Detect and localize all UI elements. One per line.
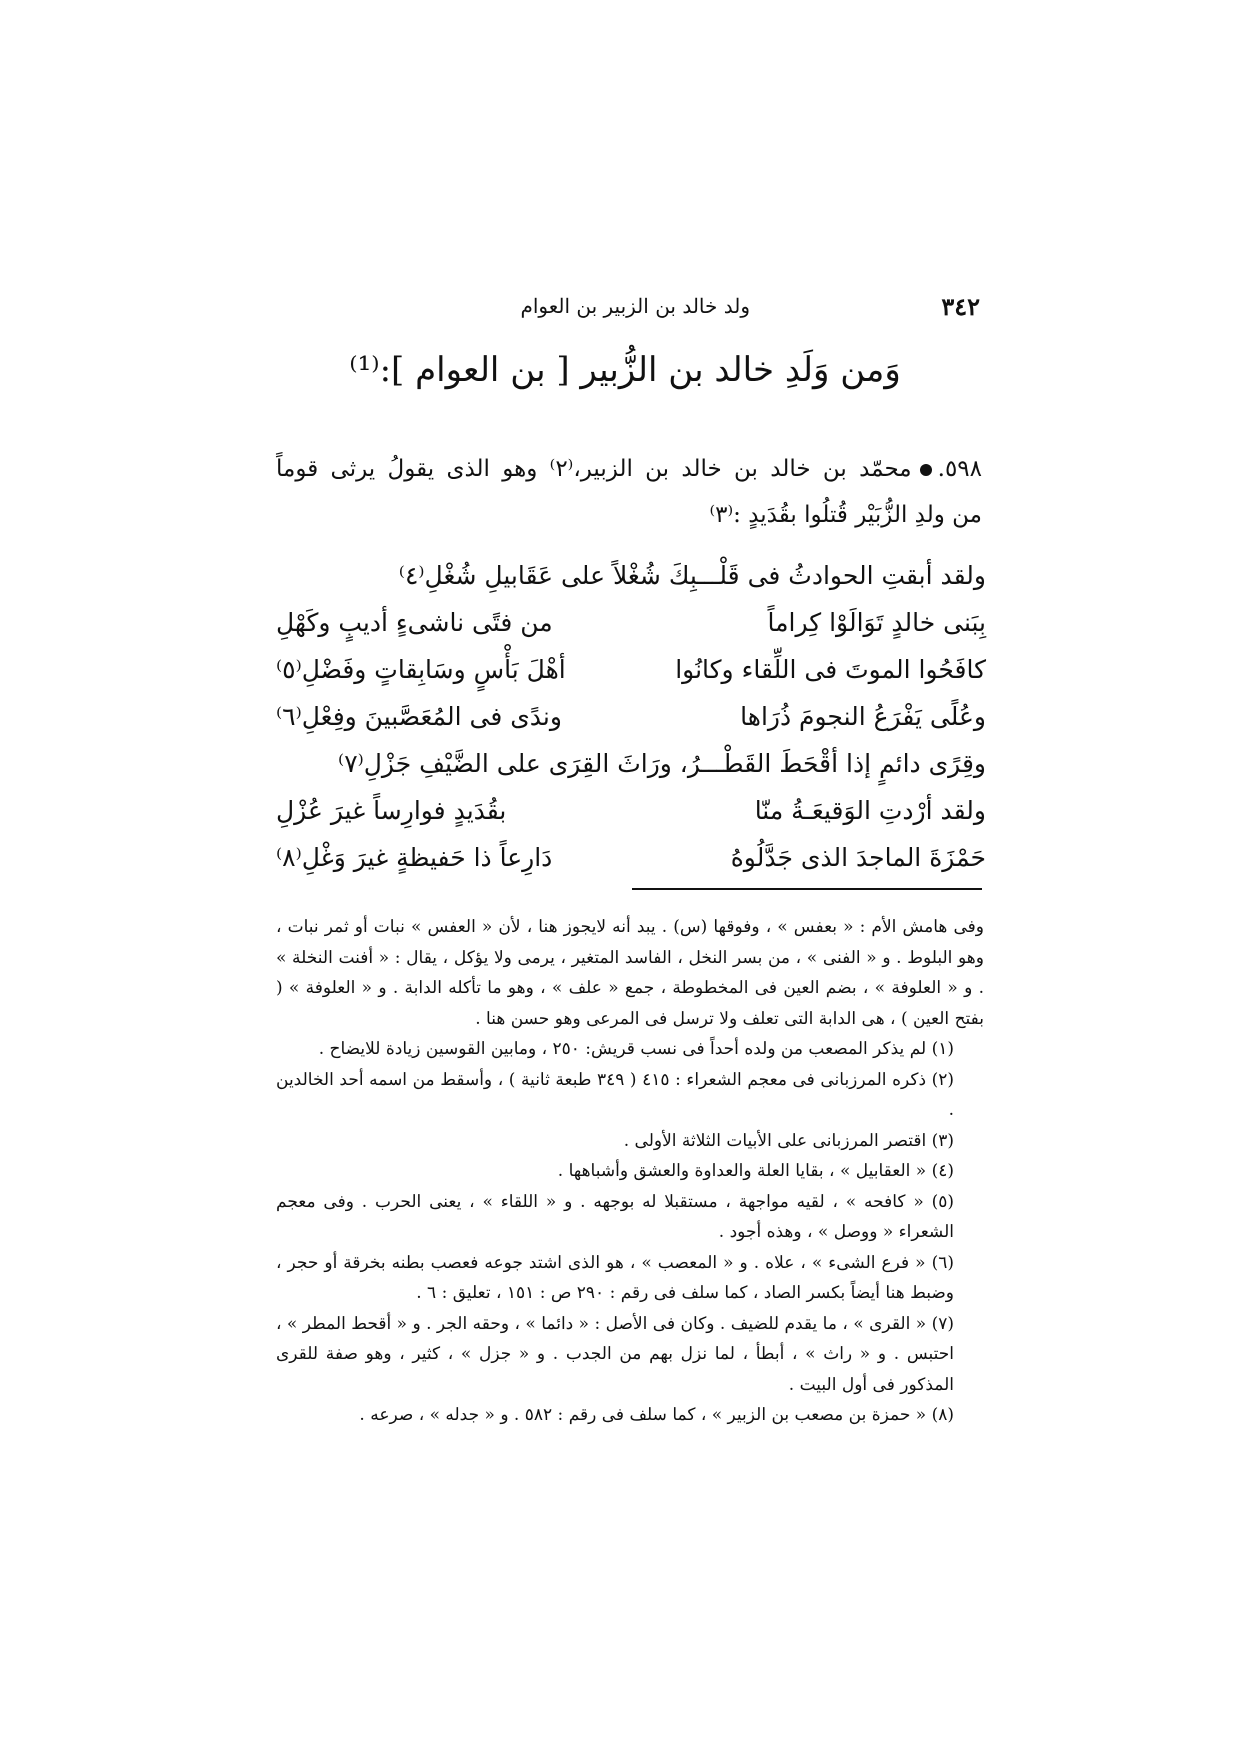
- verse: [276, 834, 986, 881]
- entry-line-2: من ولدِ الزُّبَيْر قُتلُوا بقُدَيدٍ :⁽٣⁾: [709, 502, 982, 528]
- verse: [276, 552, 986, 599]
- verse-first-hemistich: ولقد أرْدتِ الوَقيعَـةُ منّا: [754, 796, 986, 825]
- verse: [276, 693, 986, 740]
- footnote-divider: [632, 888, 982, 890]
- verse-text: ولقد أبقتِ الحوادثُ فى قَلْـــبِكَ شُغْلاً على عَقَابيلِ شُغْلِ⁽٤⁾: [398, 561, 986, 590]
- footnote-8: (٨) « حمزة بن مصعب بن الزبير » ، كما سلف فى رقم : ٥٨٢ . و « جدله » ، صرعه .: [359, 1405, 954, 1425]
- verse-text: وقِرًى دائمٍ إذا أقْحَطَ القَطْـــرُ، ورَاثَ القِرَى على الضَّيْفِ جَزْلِ⁽٧⁾: [338, 749, 986, 778]
- page-number: ٣٤٢: [941, 292, 980, 321]
- verse: [276, 646, 986, 693]
- verse-second-hemistich: من فتًى ناشىءٍ أديبٍ وكَهْلِ: [276, 608, 553, 637]
- verse: [276, 599, 986, 646]
- verse-first-hemistich: بِبَنى خالدٍ تَوَالَوْا كِراماً: [767, 608, 986, 637]
- entry-number: ٥٩٨.: [937, 456, 983, 482]
- verse: [276, 787, 986, 834]
- verse-second-hemistich: وندًى فى المُعَصَّبينَ وفِعْلِ⁽٦⁾: [276, 702, 562, 731]
- verse-first-hemistich: حَمْزَةَ الماجدَ الذى جَدَّلُوهُ: [730, 843, 986, 872]
- running-title: ولد خالد بن الزبير بن العوام: [520, 294, 750, 318]
- footnote-6: (٦) « فرع الشىء » ، علاه . و « المعصب » ، هو الذى اشتد جوعه فعصب بطنه بخرقة أو حجر ، وضبط هنا أيضاً بكسر الصاد ، كما سلف فى رقم : ٢٩٠ ص : ١٥١ ، تعليق : ٦ .: [276, 1252, 954, 1303]
- footnote-3: (٣) اقتصر المرزبانى على الأبيات الثلاثة الأولى .: [623, 1130, 954, 1151]
- margin-note: وفى هامش الأم : « بعفس » ، وفوقها (س) . يبد أنه لايجوز هنا ، لأن « العفس » نبات أو ثمر نبات ، وهو البلوط . و « الفنى » ، من بسر النخل ، الفاسد المتغير ، يرمى ولا يؤكل ، يقال : « أفنت النخلة » . و « العلوفة » ، بضم العين فى المخطوطة ، جمع « علف » ، وهو ما تأكله الدابة . و « العلوفة » ( بفتح العين ) ، هى الدابة التى تعلف ولا ترسل فى المرعى وهو حسن هنا .: [276, 917, 984, 1029]
- verse: [276, 740, 986, 787]
- verse-second-hemistich: دَارِعاً ذا حَفيظةٍ غيرَ وَغْلِ⁽٨⁾: [276, 843, 553, 872]
- bullet-icon: [920, 464, 932, 476]
- footnote-4: (٤) « العقابيل » ، بقايا العلة والعداوة والعشق وأشباهها .: [557, 1161, 954, 1181]
- footnote-2: (٢) ذكره المرزبانى فى معجم الشعراء : ٤١٥ ( ٣٤٩ طبعة ثانية ) ، وأسقط من اسمه أحد الخالدين .: [276, 1069, 954, 1120]
- footnote-5: (٥) « كافحه » ، لقيه مواجهة ، مستقبلا له بوجهه . و « اللقاء » ، يعنى الحرب . وفى معجم الشعراء « ووصل » ، وهذه أجود .: [276, 1191, 954, 1242]
- footnotes: [276, 912, 984, 1431]
- entry-text-1: محمّد بن خالد بن خالد بن الزبير،⁽٢⁾ وهو الذى يقولُ يرثى قوماً: [276, 456, 912, 482]
- entry-line-1: [276, 446, 982, 492]
- verse-first-hemistich: كافَحُوا الموتَ فى اللِّقاء وكانُوا: [675, 655, 986, 684]
- footnote-1: (١) لم يذكر المصعب من ولده أحداً فى نسب قريش: ٢٥٠ ، ومابين القوسين زيادة للايضاح .: [318, 1039, 954, 1059]
- verse-first-hemistich: وعُلًى يَفْرَعُ النجومَ ذُرَاها: [740, 702, 986, 731]
- entry-598: [276, 446, 982, 538]
- section-title: وَمن وَلَدِ خالد بن الزُّبير [ بن العوام ]:⁽¹⁾: [349, 350, 901, 390]
- poem: [276, 552, 986, 881]
- verse-second-hemistich: بقُدَيدٍ فوارِساً غيرَ عُزْلِ: [276, 796, 507, 825]
- footnote-7: (٧) « القرى » ، ما يقدم للضيف . وكان فى الأصل : « دائما » ، وحقه الجر . و « أقحط المطر » ، احتبس . و « راث » ، أبطأ ، لما نزل بهم من الجدب . و « جزل » ، كثير ، وهو صفة للقرى المذكور فى أول البيت .: [276, 1313, 954, 1395]
- verse-second-hemistich: أهْلَ بَأْسٍ وسَابِقاتٍ وفَضْلِ⁽٥⁾: [276, 655, 566, 684]
- page-header: [280, 292, 980, 326]
